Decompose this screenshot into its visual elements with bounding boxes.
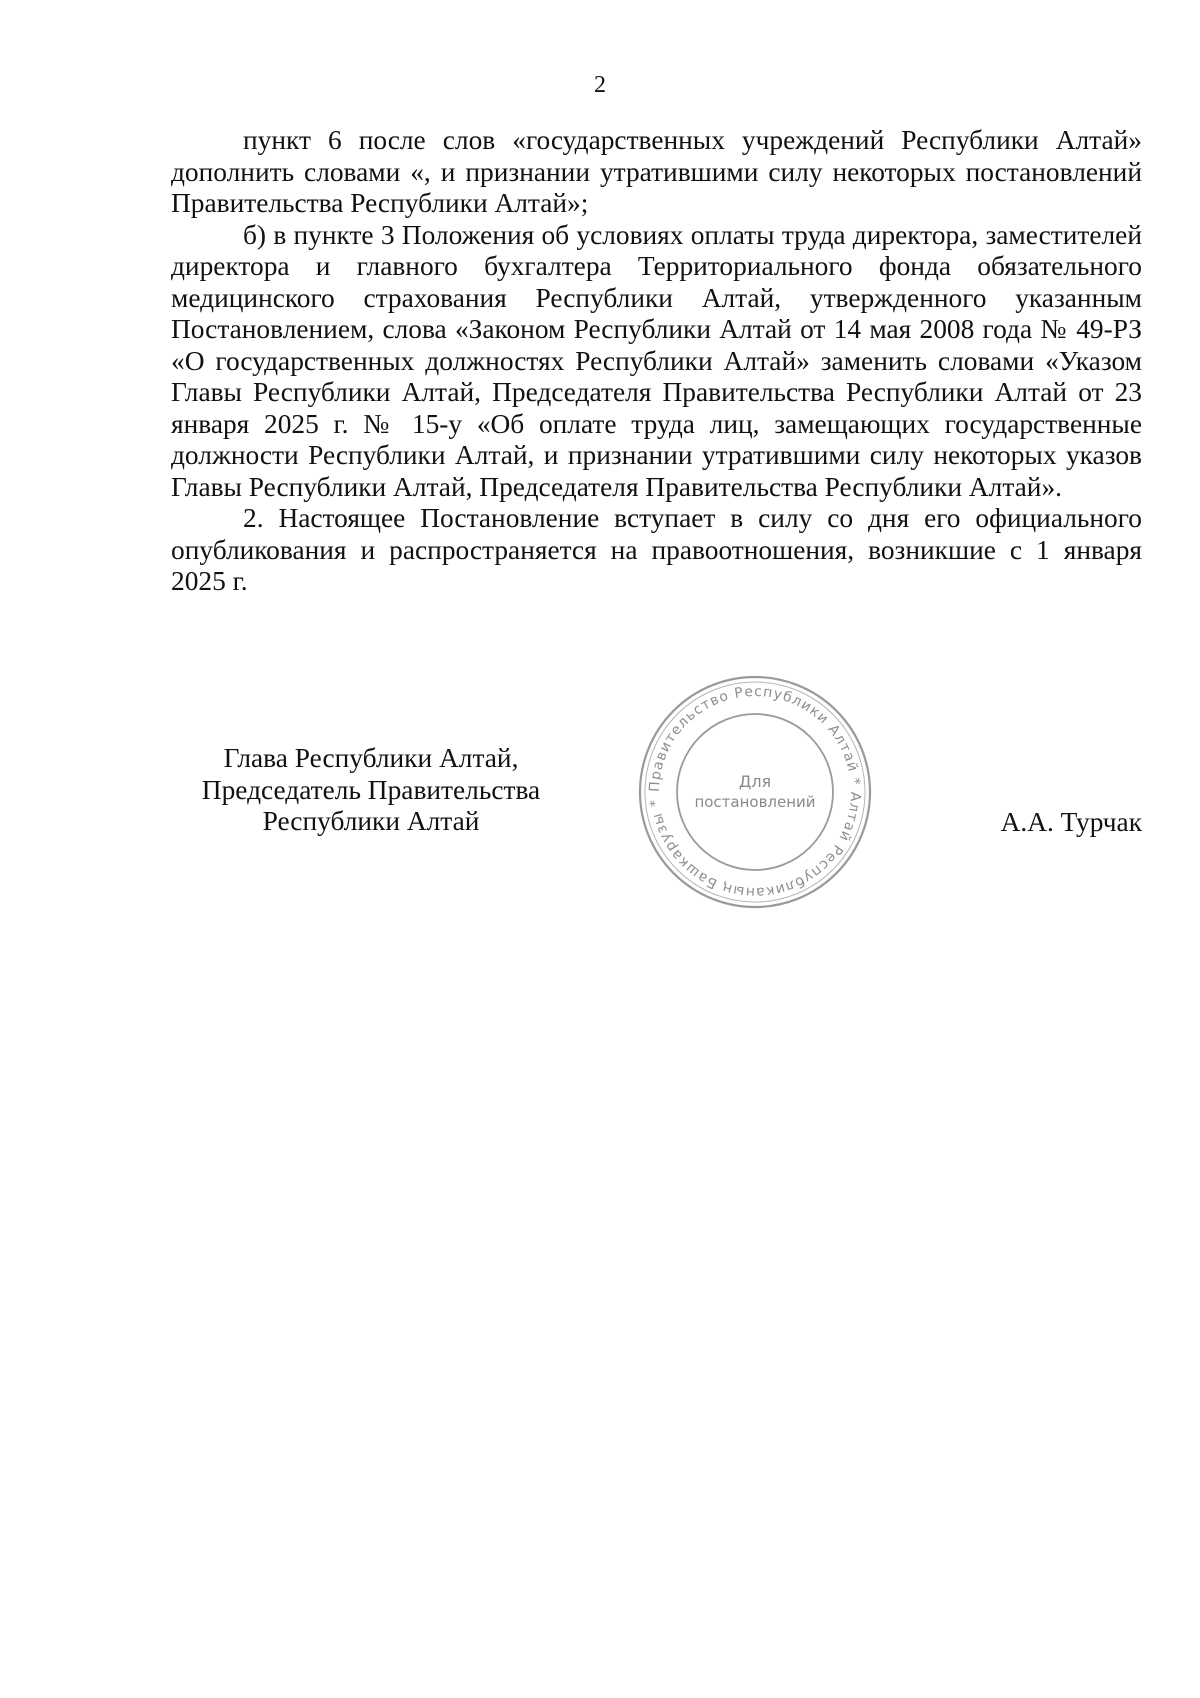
paragraph-2: б) в пункте 3 Положения об условиях оплаты труда директора, заместителей директора и главного бухгалтера Территориального фонда обязательного медицинского страхования Республики Алтай, утвержденного указанным Постановлением, слова «Законом Республики Алтай от 14 мая 2008 года № 49-РЗ «О государственных должностях Республики Алтай» заменить словами «Указом Главы Республики Алтай, Председателя Правительства Республики Алтай от 23 января 2025 г. № 15-у «Об оплате труда лиц, замещающих государственные должности Республики Алтай, и признании утратившими силу некоторых указов Главы Республики Алтай, Председателя Правительства Республики Алтай». [171, 219, 1142, 502]
signatory-title-line-3: Республики Алтай [262, 806, 480, 836]
signatory-title [171, 743, 571, 838]
document-body [171, 125, 1142, 598]
signatory-title-line-1: Глава Республики Алтай, [223, 743, 519, 773]
paragraph-1: пункт 6 после слов «государственных учреждений Республики Алтай» дополнить словами «, и признании утратившими силу некоторых постановлений Правительства Республики Алтай»; [171, 125, 1142, 218]
signatory-name: А.А. Турчак [1000, 807, 1142, 837]
stamp-center-line-1: Для [738, 772, 772, 791]
svg-text:Правительство Республики Алтай [647, 684, 863, 900]
official-seal-stamp [637, 674, 873, 910]
paragraph-3: 2. Настоящее Постановление вступает в силу со дня его официального опубликования и распространяется на правоотношения, возникшие с 1 января 2025 г. [171, 503, 1142, 596]
stamp-center-line-2: постановлений [694, 793, 816, 811]
signatory-title-line-2: Председатель Правительства [201, 774, 541, 805]
page-number: 2 [594, 72, 606, 98]
stamp-ring-text: Правительство Республики Алтай * Алтай Республиканың Башкарузы * [646, 683, 864, 901]
